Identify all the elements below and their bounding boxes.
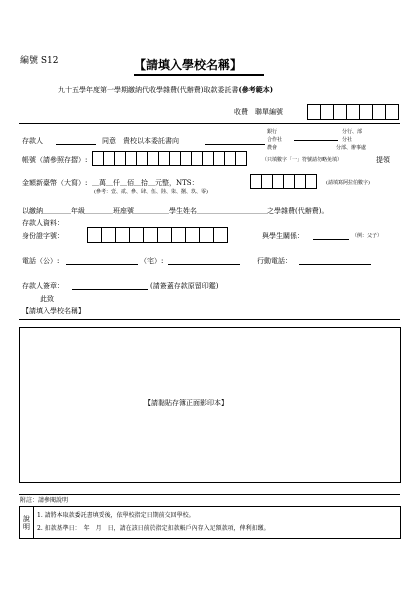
office-phone-label: 電話（公）:: [22, 257, 60, 265]
branch-type-1: 分行、部: [342, 129, 363, 135]
document-number: 編號 S12: [20, 56, 59, 66]
home-phone-label: （宅）:: [140, 257, 164, 265]
signature-hint: (請簽蓋存款原留印鑑): [150, 282, 219, 290]
bank-name-field[interactable]: [205, 144, 265, 145]
section-divider-top: [19, 123, 400, 124]
passbook-copy-area: [19, 327, 401, 483]
relation-field[interactable]: [313, 239, 349, 240]
amount-digit-boxes[interactable]: [250, 174, 316, 189]
depositor-info-heading: 存款人資料：: [22, 219, 64, 227]
account-hint: （只填數字「一」符號請勿略免填）: [262, 157, 343, 163]
withdraw-label: 提領: [376, 156, 390, 164]
branch-name-field[interactable]: [294, 140, 338, 141]
notes-side-divider: [33, 507, 34, 538]
page-title: 【請填入學校名稱】: [134, 58, 243, 72]
relation-hint: （例：父子）: [352, 233, 383, 239]
office-code-label: 收費 聯單編號: [234, 108, 283, 116]
bank-type-1: 銀行: [267, 129, 278, 135]
form-subtitle: 九十五學年度第一學期繳納代收學雜費(代辦費)取款委託書(參考範本): [58, 85, 274, 94]
section-divider-bottom: [19, 319, 400, 320]
notes-heading: 附註：請參閱說明: [20, 497, 69, 504]
office-code-boxes[interactable]: [307, 104, 398, 120]
id-number-label: 身份證字號：: [22, 232, 64, 240]
branch-type-3: 分部、辦事處: [336, 145, 367, 151]
paste-passbook-note: 【請黏貼存簿正面影印本】: [144, 399, 228, 407]
title-underline: [134, 74, 264, 76]
signature-label: 存款人簽章：: [22, 282, 64, 290]
office-phone-field[interactable]: [66, 264, 138, 265]
depositor-label: 存款人: [22, 137, 43, 145]
amount-digit-reference: (參考：壹、貳、參、肆、伍、陸、柒、捌、玖、零): [94, 189, 208, 195]
account-label: 帳號（請參照存摺）:: [22, 156, 88, 164]
recipient-text: 此致: [40, 295, 54, 303]
mobile-phone-field[interactable]: [299, 264, 371, 265]
mobile-phone-label: 行動電話：: [257, 257, 292, 265]
amount-label: 金額新臺幣（大寫）:: [22, 179, 88, 187]
notes-box: [19, 506, 401, 539]
id-number-boxes[interactable]: [87, 227, 227, 243]
payment-purpose-line[interactable]: 以繳納＿＿＿＿年級＿＿＿＿班座號＿＿＿＿＿學生姓名＿＿＿＿＿＿＿＿＿＿之學雜費(代辦費)。: [22, 207, 329, 215]
school-name-placeholder: 【請填入學校名稱】: [22, 307, 85, 315]
amount-units: ＿萬＿仟＿佰＿拾＿元整，NTS：: [92, 179, 199, 187]
signature-field[interactable]: [72, 289, 148, 290]
agree-text: 同意 貴校以本委託書向: [102, 137, 179, 145]
home-phone-field[interactable]: [168, 264, 240, 265]
notes-divider: [19, 494, 400, 495]
amount-hint: (請填寫阿拉伯數字): [326, 180, 370, 186]
bank-type-2: 合作社: [267, 137, 283, 143]
depositor-name-field[interactable]: [56, 144, 96, 145]
account-number-boxes[interactable]: [92, 151, 246, 166]
note-item-1: 1. 請將本取款委託書填妥後，依學校指定日期前交回學校。: [37, 512, 195, 519]
relation-label: 與學生關係：: [262, 232, 304, 240]
notes-side-label: 說明: [23, 515, 30, 531]
branch-type-2: 分社: [342, 137, 353, 143]
bank-type-3: 農會: [267, 145, 278, 151]
note-item-2: 2. 扣款基準日： 年 月 日，請在該日前於指定扣款帳戶內存入足額款項，俾利扣繳。: [37, 525, 270, 532]
